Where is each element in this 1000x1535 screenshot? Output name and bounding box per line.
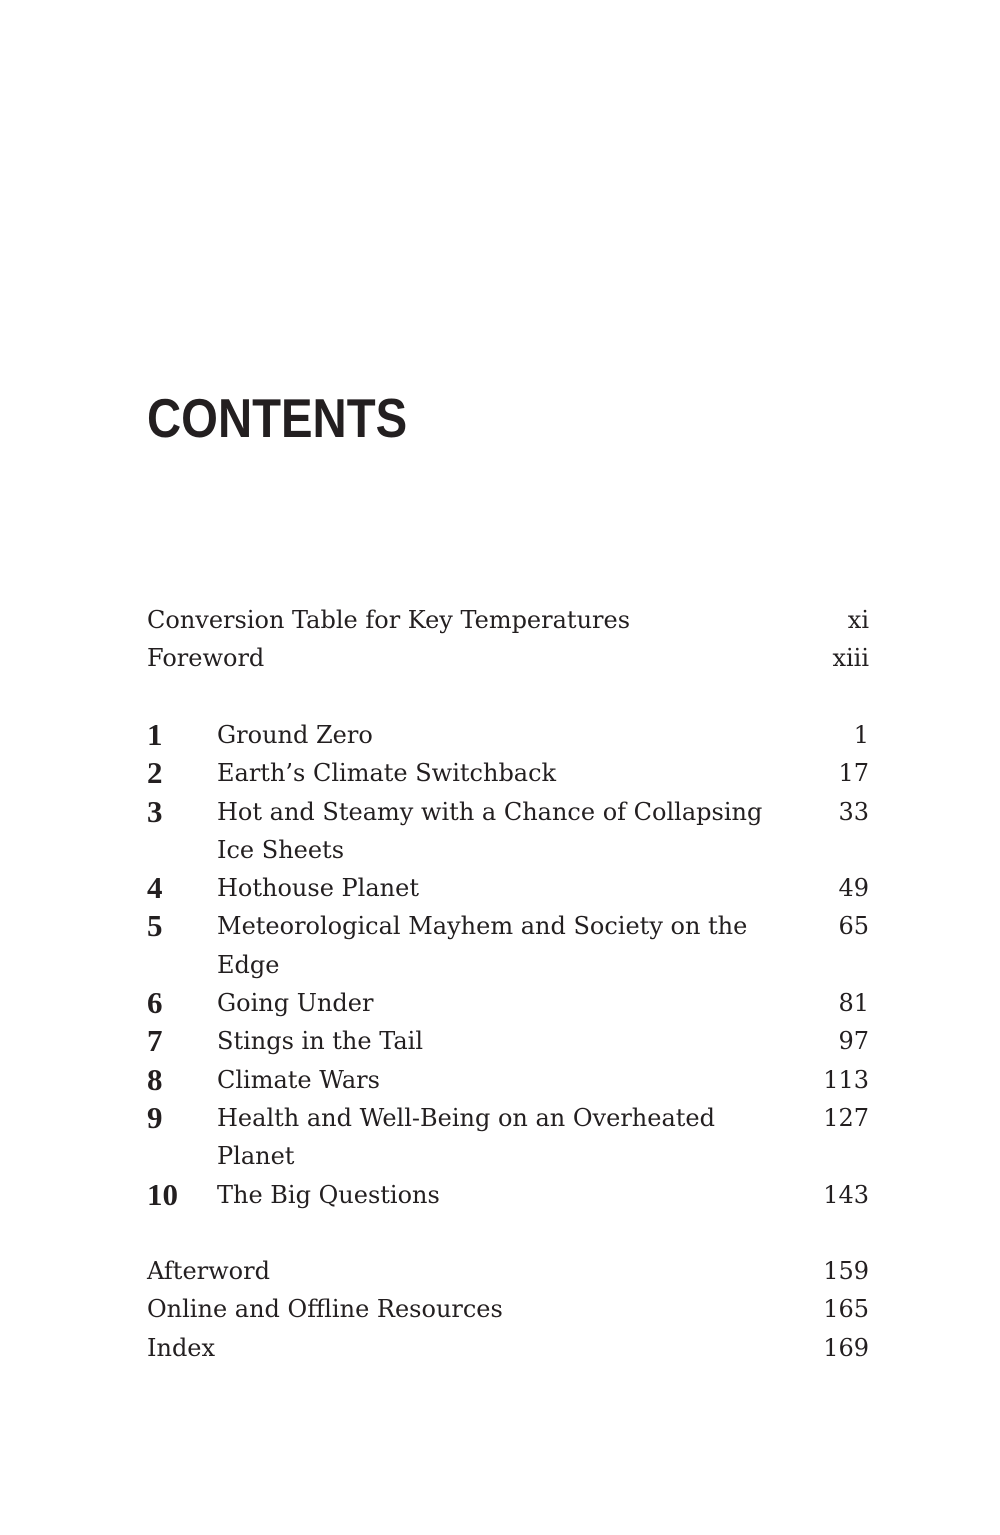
toc-entry-title: Conversion Table for Key Temperatures [147,606,631,634]
toc-entry [147,1329,869,1367]
chapter-number: 8 [147,1061,163,1097]
chapter-entry [147,1022,869,1060]
chapter-title: Meteorological Mayhem and Society on the Edge [217,912,748,979]
toc-entry-title: Index [147,1333,216,1362]
toc-entry [147,639,869,677]
chapter-number: 1 [147,717,163,752]
chapter-page: 81 [838,989,869,1018]
chapter-entry [147,1176,869,1214]
chapter-title: Going Under [217,989,374,1018]
chapter-number: 9 [147,1099,163,1135]
chapter-number: 6 [147,985,163,1021]
chapter-number: 2 [147,755,163,791]
chapter-title: Health and Well-Being on an Overheated Planet [217,1103,715,1171]
back-matter-list [147,1252,869,1367]
chapter-title: The Big Questions [217,1180,440,1209]
chapter-page: 49 [838,874,869,903]
toc-entry-page: xiii [832,644,869,673]
chapter-title: Earth’s Climate Switchback [217,759,557,788]
chapter-number: 3 [147,793,163,829]
toc-entry-page: xi [847,606,869,634]
chapter-page: 127 [823,1103,869,1132]
toc-entry-page: 165 [823,1295,869,1324]
chapter-number: 10 [147,1176,178,1212]
chapter-entry [147,869,869,907]
chapter-entry [147,907,869,984]
chapter-title: Hothouse Planet [217,874,419,903]
front-matter-list [147,601,869,678]
toc-entry-title: Online and Offline Resources [147,1295,503,1324]
chapter-entry [147,793,869,870]
chapter-page: 1 [853,721,869,749]
chapter-page: 65 [838,912,869,941]
chapter-entry [147,1061,869,1099]
chapter-number: 5 [147,908,163,944]
chapter-number: 4 [147,870,163,906]
toc-entry-title: Afterword [147,1257,270,1285]
chapter-number: 7 [147,1023,163,1059]
chapter-entry [147,1099,869,1176]
chapter-entry [147,754,869,792]
chapter-list [147,716,869,1214]
chapter-title: Hot and Steamy with a Chance of Collapsing Ice Sheets [217,797,763,864]
chapter-page: 17 [838,759,869,788]
chapter-page: 143 [823,1180,869,1209]
chapter-page: 97 [838,1027,869,1056]
toc-entry [147,1290,869,1328]
chapter-title: Climate Wars [217,1065,380,1094]
toc-entry [147,1252,869,1290]
toc-entry-page: 159 [823,1257,869,1285]
chapter-page: 33 [838,797,869,826]
chapter-title: Ground Zero [217,721,373,749]
toc-entry-title: Foreword [147,644,265,673]
chapter-entry [147,984,869,1022]
chapter-entry [147,716,869,754]
chapter-page: 113 [823,1065,869,1094]
page-title: CONTENTS [147,387,408,449]
toc-entry-page: 169 [823,1333,869,1362]
toc-entry [147,601,869,639]
chapter-title: Stings in the Tail [217,1027,424,1056]
